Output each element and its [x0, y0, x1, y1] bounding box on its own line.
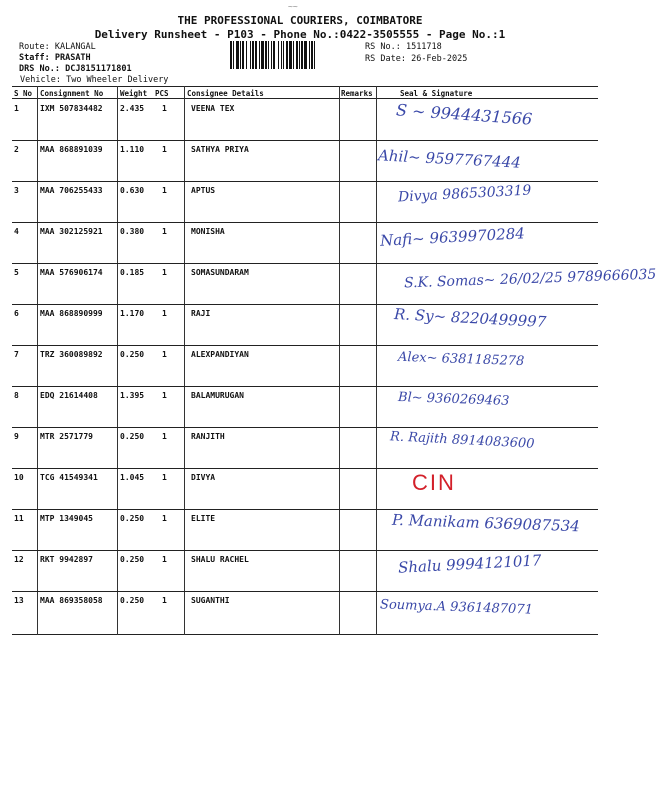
cell-consignment-no: RKT 9942897: [40, 555, 93, 564]
cell-consignment-no: MAA 869358058: [40, 596, 103, 605]
cell-sno: 2: [14, 145, 19, 154]
row-divider: [12, 550, 598, 551]
cell-consignment-no: MAA 706255433: [40, 186, 103, 195]
col-header-remarks: Remarks: [341, 89, 373, 98]
cell-weight: 0.250: [120, 350, 145, 359]
barcode-image: [230, 41, 358, 69]
cell-consignment-no: MAA 868890999: [40, 309, 103, 318]
barcode-bar: [242, 41, 244, 69]
row-divider: [12, 222, 598, 223]
column-divider: [117, 86, 118, 635]
barcode-bar: [230, 41, 232, 69]
barcode-bar: [278, 41, 279, 69]
barcode-bar: [240, 41, 241, 69]
row-divider: [12, 509, 598, 510]
cell-consignee: ELITE: [191, 514, 216, 523]
cell-pcs: 1: [162, 432, 167, 441]
rs-date-label: RS Date:: [365, 54, 406, 64]
cell-pcs: 1: [162, 104, 167, 113]
barcode-bar: [271, 41, 272, 69]
cell-sno: 1: [14, 104, 19, 113]
staff-value: PRASATH: [54, 53, 91, 63]
cell-sno: 11: [14, 514, 24, 523]
barcode-bar: [281, 41, 282, 69]
barcode-bar: [261, 41, 264, 69]
cell-consignee: RAJI: [191, 309, 211, 318]
barcode-bar: [250, 41, 251, 69]
cell-weight: 0.250: [120, 514, 145, 523]
barcode-bar: [246, 41, 247, 69]
route-label: Route:: [19, 42, 50, 52]
cell-sno: 3: [14, 186, 19, 195]
cell-weight: 0.630: [120, 186, 145, 195]
barcode-bar: [296, 41, 298, 69]
signature-handwriting: S ~ 9944431566: [395, 100, 533, 129]
signature-handwriting: Alex~ 6381185278: [397, 349, 525, 370]
signature-handwriting: Bl~ 9360269463: [397, 390, 510, 409]
table-header-rule: [12, 98, 598, 99]
rs-no-label: RS No.:: [365, 42, 401, 52]
cell-sno: 12: [14, 555, 24, 564]
cell-weight: 1.170: [120, 309, 145, 318]
barcode-bar: [265, 41, 267, 69]
barcode-bar: [289, 41, 292, 69]
cell-sno: 5: [14, 268, 19, 277]
column-divider: [184, 86, 185, 635]
barcode-bar: [304, 41, 307, 69]
cell-consignment-no: MAA 576906174: [40, 268, 103, 277]
cell-sno: 9: [14, 432, 19, 441]
col-header-sno: S No: [14, 89, 33, 98]
cell-consignment-no: MTR 2571779: [40, 432, 93, 441]
signature-handwriting: Soumya.A 9361487071: [379, 597, 534, 618]
page-top-mark: ~~: [288, 2, 298, 11]
signature-handwriting: Ahil~ 9597767444: [377, 146, 522, 172]
cell-sno: 4: [14, 227, 19, 236]
barcode-bar: [236, 41, 239, 69]
cell-consignee: ALEXPANDIYAN: [191, 350, 249, 359]
rs-no-field: [365, 42, 442, 52]
cell-weight: 0.380: [120, 227, 145, 236]
row-divider: [12, 468, 598, 469]
cell-sno: 13: [14, 596, 24, 605]
cell-sno: 6: [14, 309, 19, 318]
signature-handwriting: R. Rajith 8914083600: [389, 429, 535, 452]
row-divider: [12, 181, 598, 182]
table-top-rule: [12, 86, 598, 87]
staff-label: Staff:: [19, 53, 50, 63]
cell-consignee: MONISHA: [191, 227, 225, 236]
cell-weight: 1.395: [120, 391, 145, 400]
vehicle-value: Two Wheeler Delivery: [66, 75, 169, 85]
cell-pcs: 1: [162, 391, 167, 400]
cell-weight: 2.435: [120, 104, 145, 113]
cell-consignment-no: MTP 1349045: [40, 514, 93, 523]
cell-pcs: 1: [162, 186, 167, 195]
cell-consignment-no: IXM 507834482: [40, 104, 103, 113]
cell-weight: 0.250: [120, 555, 145, 564]
column-divider: [37, 86, 38, 635]
col-header-consignee: Consignee Details: [187, 89, 264, 98]
cell-pcs: 1: [162, 555, 167, 564]
cell-consignee: VEENA TEX: [191, 104, 235, 113]
signature-handwriting: Divya 9865303319: [397, 182, 532, 206]
table-bottom-rule: [12, 634, 598, 635]
cell-pcs: 1: [162, 514, 167, 523]
cell-consignee: RANJITH: [191, 432, 225, 441]
cell-consignee: DIVYA: [191, 473, 216, 482]
signature-handwriting: P. Manikam 6369087534: [391, 510, 581, 536]
cell-consignee: SUGANTHI: [191, 596, 230, 605]
col-header-weight: Weight: [120, 89, 148, 98]
row-divider: [12, 304, 598, 305]
cell-consignment-no: TCG 41549341: [40, 473, 98, 482]
cell-consignment-no: TRZ 360089892: [40, 350, 103, 359]
barcode-bar: [293, 41, 294, 69]
row-divider: [12, 345, 598, 346]
barcode-bar: [299, 41, 300, 69]
cell-sno: 10: [14, 473, 24, 482]
cell-sno: 7: [14, 350, 19, 359]
drs-label: DRS No.:: [19, 64, 60, 74]
signature-handwriting: S.K. Somas~ 26/02/25 9789666035: [403, 266, 657, 292]
drs-field: [19, 64, 132, 74]
cell-consignee: SOMASUNDARAM: [191, 268, 249, 277]
signature-handwriting: CIN: [412, 470, 456, 495]
barcode-bar: [301, 41, 303, 69]
staff-field: [19, 53, 91, 63]
signature-handwriting: Shalu 9994121017: [397, 551, 542, 577]
cell-pcs: 1: [162, 145, 167, 154]
cell-consignment-no: MAA 302125921: [40, 227, 103, 236]
cell-pcs: 1: [162, 309, 167, 318]
barcode-bar: [255, 41, 257, 69]
runsheet-title: Delivery Runsheet - P103 - Phone No.:0422-3505555 - Page No.:1: [94, 28, 506, 41]
barcode-bar: [259, 41, 260, 69]
barcode-bar: [233, 41, 234, 69]
route-value: KALANGAL: [54, 42, 96, 52]
cell-consignee: SATHYA PRIYA: [191, 145, 249, 154]
rs-date-value: 26-Feb-2025: [411, 54, 468, 64]
column-divider: [339, 86, 340, 635]
barcode-bar: [311, 41, 313, 69]
rs-no-value: 1511718: [405, 42, 442, 52]
cell-weight: 0.185: [120, 268, 145, 277]
cell-weight: 1.045: [120, 473, 145, 482]
barcode-bar: [309, 41, 310, 69]
cell-weight: 0.250: [120, 432, 145, 441]
rs-date-field: [365, 54, 467, 64]
barcode-bar: [252, 41, 254, 69]
cell-weight: 0.250: [120, 596, 145, 605]
barcode-bar: [268, 41, 269, 69]
barcode-bar: [283, 41, 284, 69]
drs-value: DCJ8151171801: [65, 64, 132, 74]
cell-weight: 1.110: [120, 145, 145, 154]
cell-consignment-no: MAA 868891039: [40, 145, 103, 154]
cell-sno: 8: [14, 391, 19, 400]
cell-consignee: BALAMURUGAN: [191, 391, 244, 400]
cell-consignee: APTUS: [191, 186, 216, 195]
column-divider: [376, 86, 377, 635]
cell-pcs: 1: [162, 473, 167, 482]
cell-pcs: 1: [162, 227, 167, 236]
row-divider: [12, 140, 598, 141]
col-header-consignment: Consignment No: [40, 89, 104, 98]
row-divider: [12, 591, 598, 592]
barcode-bar: [314, 41, 315, 69]
barcode-bar: [273, 41, 275, 69]
cell-pcs: 1: [162, 596, 167, 605]
cell-pcs: 1: [162, 268, 167, 277]
signature-handwriting: Nafi~ 9639970284: [379, 224, 526, 250]
barcode-bar: [286, 41, 288, 69]
row-divider: [12, 427, 598, 428]
row-divider: [12, 386, 598, 387]
signature-handwriting: R. Sy~ 8220499997: [393, 305, 547, 331]
cell-consignee: SHALU RACHEL: [191, 555, 249, 564]
col-header-pcs: PCS: [155, 89, 169, 98]
company-title: THE PROFESSIONAL COURIERS, COIMBATORE: [177, 14, 423, 27]
vehicle-field: [20, 75, 168, 85]
row-divider: [12, 263, 598, 264]
route-field: [19, 42, 96, 52]
cell-pcs: 1: [162, 350, 167, 359]
cell-consignment-no: EDQ 21614408: [40, 391, 98, 400]
vehicle-label: Vehicle:: [20, 75, 61, 85]
col-header-signature: Seal & Signature: [400, 89, 473, 98]
